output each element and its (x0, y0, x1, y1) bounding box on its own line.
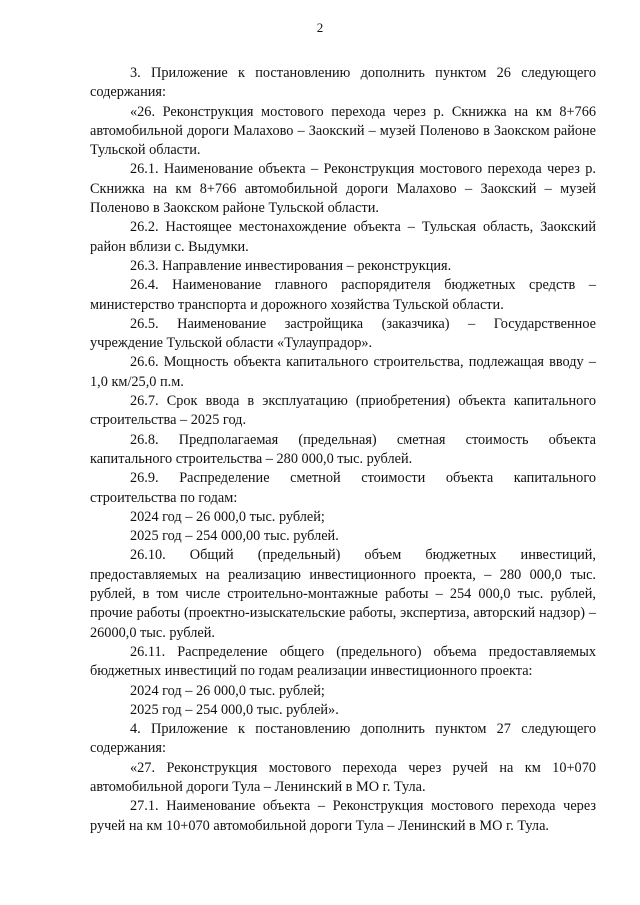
document-body (90, 64, 596, 836)
paragraph-26-6: 26.6. Мощность объекта капитального строительства, подлежащая вводу – 1,0 км/25,0 п.м. (90, 354, 596, 390)
paragraph-26-5: 26.5. Наименование застройщика (заказчика) – Государственное учреждение Тульской области «Тулаупрадор». (90, 315, 596, 352)
paragraph-26-7: 26.7. Срок ввода в эксплуатацию (приобретения) объекта капитального строительства – 2025 год. (90, 393, 596, 429)
paragraph-26-9: 26.9. Распределение сметной стоимости объекта капитального строительства по годам: (90, 470, 596, 506)
paragraph-4: 4. Приложение к постановлению дополнить пунктом 27 следующего содержания: (90, 721, 596, 757)
paragraph-26-3: 26.3. Направление инвестирования – реконструкция. (130, 257, 452, 274)
paragraph-27: «27. Реконструкция мостового перехода через ручей на км 10+070 автомобильной дороги Тула – Ленинский в МО г. Тула. (90, 759, 596, 795)
paragraph-26-4: 26.4. Наименование главного распорядителя бюджетных средств – министерство транспорта и дорожного хозяйства Тульской области. (90, 277, 596, 313)
paragraph-3: 3. Приложение к постановлению дополнить пунктом 26 следующего содержания: (90, 65, 596, 101)
paragraph-26-8: 26.8. Предполагаемая (предельная) сметная стоимость объекта капитального строительства – 280 000,0 тыс. рублей. (90, 431, 596, 467)
paragraph-26: «26. Реконструкция мостового перехода через р. Скнижка на км 8+766 автомобильной дороги Малахово – Заокский – музей Поленово в Заокском районе Тульской области. (90, 103, 596, 159)
paragraph-26-11: 26.11. Распределение общего (предельного) объема предоставляемых бюджетных инвестиций по годам реализации инвестиционного проекта: (90, 643, 596, 680)
paragraph-year-2024-b: 2024 год – 26 000,0 тыс. рублей; (130, 682, 325, 699)
paragraph-year-2025-b: 2025 год – 254 000,0 тыс. рублей». (130, 701, 339, 718)
paragraph-year-2025: 2025 год – 254 000,00 тыс. рублей. (130, 528, 339, 545)
paragraph-26-2: 26.2. Настоящее местонахождение объекта – Тульская область, Заокский район вблизи с. Выдумки. (90, 219, 596, 255)
paragraph-26-1: 26.1. Наименование объекта – Реконструкция мостового перехода через р. Скнижка на км 8+766 автомобильной дороги Малахово – Заокский – музей Поленово в Заокском районе Тульской области. (90, 161, 596, 217)
paragraph-year-2024: 2024 год – 26 000,0 тыс. рублей; (130, 508, 325, 525)
paragraph-27-1: 27.1. Наименование объекта – Реконструкция мостового перехода через ручей на км 10+070 автомобильной дороги Тула – Ленинский в МО г. Тула. (90, 798, 596, 834)
paragraph-26-10: 26.10. Общий (предельный) объем бюджетных инвестиций, предоставляемых на реализацию инвестиционного проекта, – 280 000,0 тыс. рублей, в том числе строительно-монтажные работы – 254 000,0 тыс. рублей, прочие работы (проектно-изыскательские работы, экспертиза, авторский надзор) – 26000,0 тыс. рублей. (90, 547, 596, 641)
page-number: 2 (316, 20, 324, 35)
